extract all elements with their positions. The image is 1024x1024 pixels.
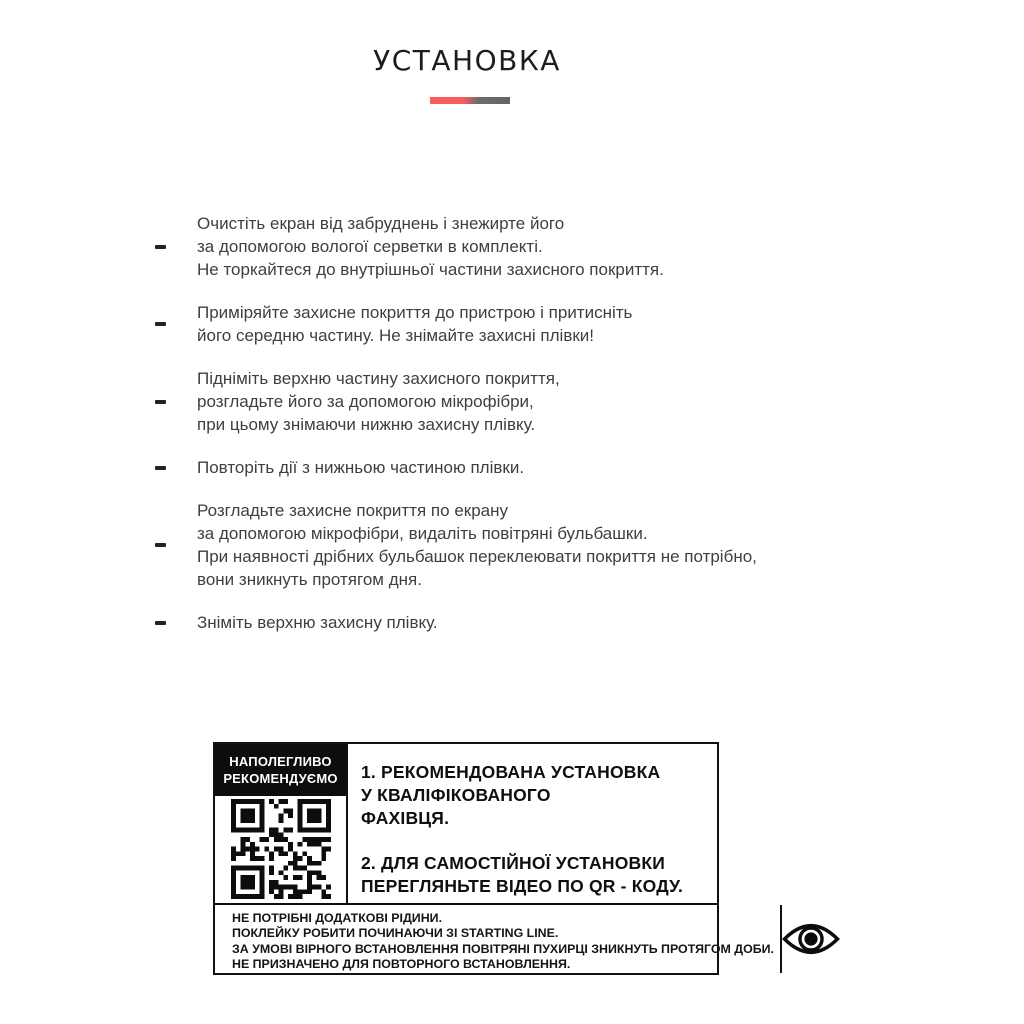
instruction-item	[155, 456, 935, 479]
instruction-text	[197, 367, 560, 436]
point-line: 2. ДЛЯ САМОСТІЙНОЇ УСТАНОВКИ	[361, 853, 666, 873]
recommendation-box-left-cell	[215, 744, 348, 903]
instruction-line: за допомогою вологої серветки в комплекті.	[197, 237, 543, 256]
qr-code-svg	[231, 799, 331, 899]
instruction-text	[197, 212, 664, 281]
instruction-line: розгладьте його за допомогою мікрофібри,	[197, 392, 534, 411]
instruction-line: його середню частину. Не знімайте захисні плівки!	[197, 326, 595, 345]
instruction-text	[197, 456, 524, 479]
instruction-line: Підніміть верхню частину захисного покриття,	[197, 369, 560, 388]
instruction-text	[197, 499, 757, 591]
dash-bullet-icon	[155, 400, 166, 404]
recommendation-box-top-row	[215, 744, 717, 905]
instruction-line: Розгладьте захисне покриття по екрану	[197, 501, 509, 520]
note-line: ПОКЛЕЙКУ РОБИТИ ПОЧИНАЮЧИ ЗІ STARTING LINE.	[232, 926, 559, 941]
qr-code-image	[215, 796, 346, 903]
instruction-line: Не торкайтеся до внутрішньої частини захисного покриття.	[197, 260, 664, 279]
instruction-list	[155, 212, 935, 654]
instruction-line: Зніміть верхню захисну плівку.	[197, 613, 438, 632]
recommendation-points	[348, 744, 717, 903]
installation-notes	[215, 905, 780, 973]
strongly-recommend-badge	[215, 744, 346, 796]
instruction-line: вони зникнуть протягом дня.	[197, 570, 422, 589]
point-line: ПЕРЕГЛЯНЬТЕ ВІДЕО ПО QR - КОДУ.	[361, 876, 684, 896]
eye-icon	[782, 921, 840, 957]
badge-line: РЕКОМЕНДУЄМО	[223, 771, 338, 786]
recommendation-box	[213, 742, 774, 975]
instruction-line: Очистіть екран від забруднень і знежирте його	[197, 214, 565, 233]
dash-bullet-icon	[155, 245, 166, 249]
recommendation-point	[361, 761, 709, 830]
instruction-line: за допомогою мікрофібри, видаліть повітряні бульбашки.	[197, 524, 648, 543]
note-line: НЕ ПОТРІБНІ ДОДАТКОВІ РІДИНИ.	[232, 910, 443, 925]
recommendation-point	[361, 852, 709, 898]
dash-bullet-icon	[155, 466, 166, 470]
instruction-item	[155, 212, 935, 281]
instruction-line: Повторіть дії з нижньою частиною плівки.	[197, 458, 525, 477]
recommendation-box-bottom-row	[215, 905, 774, 973]
instruction-item	[155, 367, 935, 436]
dash-bullet-icon	[155, 322, 166, 326]
instruction-item	[155, 499, 935, 591]
instruction-text	[197, 611, 438, 634]
title-divider	[430, 97, 510, 104]
dash-bullet-icon	[155, 543, 166, 547]
point-line: ФАХІВЦЯ.	[361, 808, 450, 828]
point-line: У КВАЛІФІКОВАНОГО	[361, 785, 551, 805]
badge-line: НАПОЛЕГЛИВО	[229, 754, 332, 769]
instruction-line: Приміряйте захисне покриття до пристрою і притисніть	[197, 303, 633, 322]
instruction-item	[155, 611, 935, 634]
note-line: ЗА УМОВІ ВІРНОГО ВСТАНОВЛЕННЯ ПОВІТРЯНІ ПУХИРЦІ ЗНИКНУТЬ ПРОТЯГОМ ДОБИ.	[232, 941, 774, 956]
dash-bullet-icon	[155, 621, 166, 625]
point-line: 1. РЕКОМЕНДОВАНА УСТАНОВКА	[361, 762, 661, 782]
page-title: УСТАНОВКА	[373, 44, 561, 77]
instruction-line: при цьому знімаючи нижню захисну плівку.	[197, 415, 536, 434]
eye-icon-cell	[780, 905, 840, 973]
instruction-text	[197, 301, 632, 347]
instruction-item	[155, 301, 935, 347]
instruction-line: При наявності дрібних бульбашок переклеювати покриття не потрібно,	[197, 547, 757, 566]
note-line: НЕ ПРИЗНАЧЕНО ДЛЯ ПОВТОРНОГО ВСТАНОВЛЕННЯ.	[232, 957, 571, 972]
